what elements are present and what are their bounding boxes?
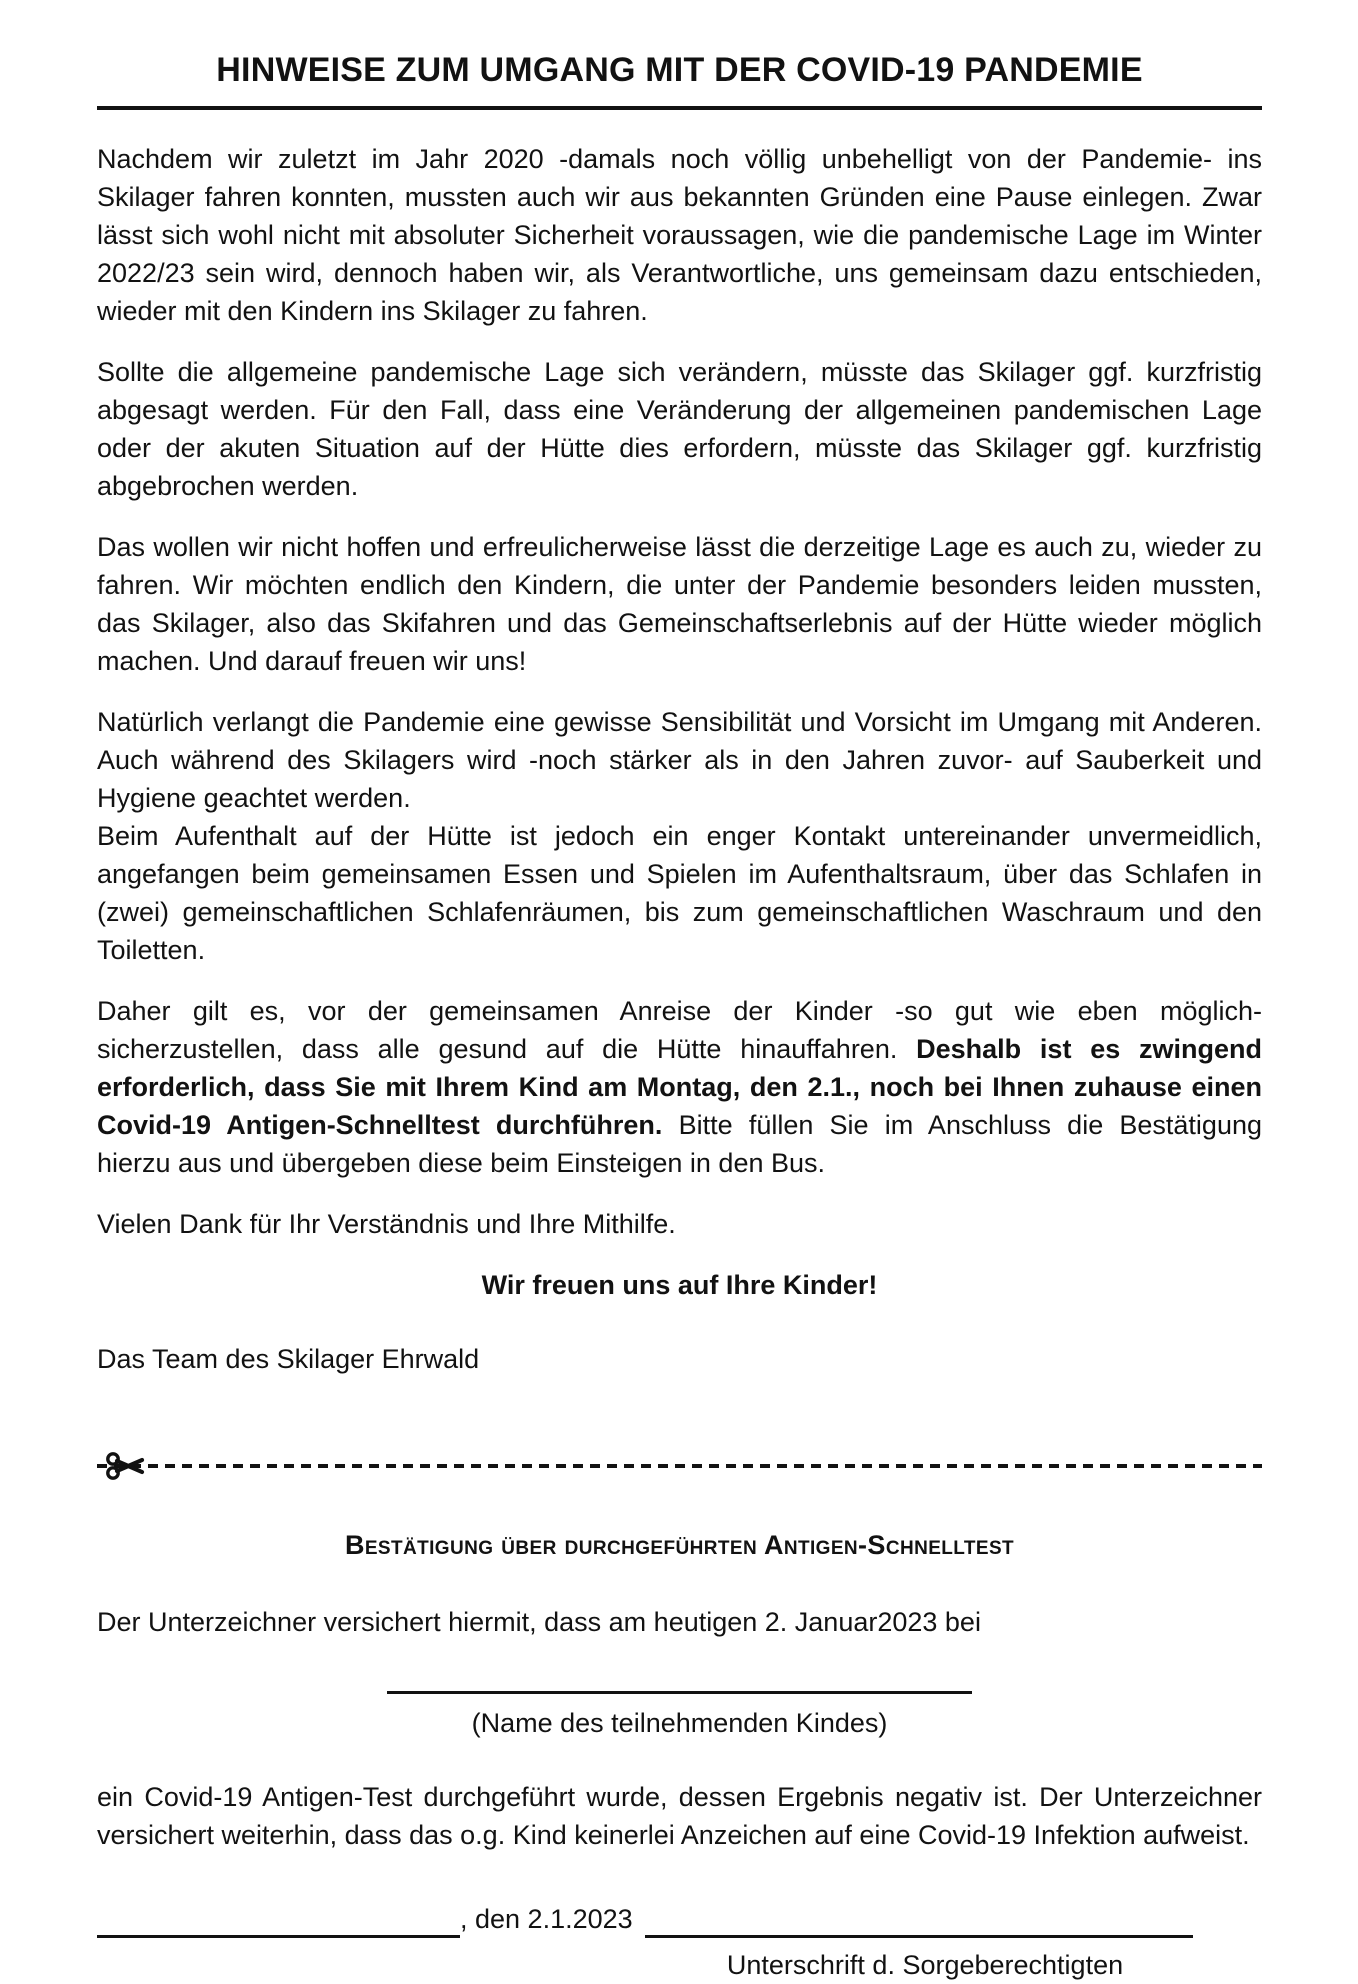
child-name-field-line [387,1691,972,1694]
notice-body [97,140,1262,1243]
test-requirement-end: Bitte füllen Sie im Anschluss die Bestätigung hierzu aus und übergeben diese beim Einsteigen in den Bus. [97,1110,1262,1178]
paragraph-cancellation: Sollte die allgemeine pandemische Lage sich verändern, müsste das Skilager ggf. kurzfristig abgesagt werden. Für den Fall, dass eine Veränderung der allgemeinen pandemischen Lage oder der akuten Situation auf der Hütte dies erfordern, müsste das Skilager ggf. kurzfristig abgebrochen werden. [97,357,1262,501]
paragraph-hygiene: Natürlich verlangt die Pandemie eine gewisse Sensibilität und Vorsicht im Umgang mit Anderen. Auch während des Skilagers wird -noch stärker als in den Jahren zuvor- auf Sauberkeit und Hygiene geachtet werden. [97,707,1262,813]
paragraph-hut-contact: Beim Aufenthalt auf der Hütte ist jedoch ein enger Kontakt untereinander unvermeidlich, angefangen beim gemeinsamen Essen und Spielen im Aufenthaltsraum, über das Schlafen in (zwei) gemeinschaftlichen Schlafenräumen, bis zum gemeinschaftlichen Waschraum und den Toiletten. [97,821,1262,965]
title-underline [97,106,1262,110]
confirmation-body: ein Covid-19 Antigen-Test durchgeführt wurde, dessen Ergebnis negativ ist. Der Unterzeichner versichert weiterhin, dass das o.g. Kind keinerlei Anzeichen auf eine Covid-19 Infektion aufweist. [97,1782,1262,1850]
date-label: , den 2.1.2023 [460,1904,633,1934]
closing-statement: Wir freuen uns auf Ihre Kinder! [481,1270,878,1300]
signature-caption: Unterschrift d. Sorgeberechtigten [726,1950,1124,1980]
confirmation-heading: Bestätigung über durchgeführten Antigen-Schnelltest [344,1530,1015,1560]
page-title: HINWEISE ZUM UMGANG MIT DER COVID-19 PANDEMIE [216,51,1143,89]
confirmation-intro: Der Unterzeichner versichert hiermit, dass am heutigen 2. Januar2023 bei [97,1607,981,1637]
scissors-icon [105,1451,149,1481]
test-requirement-bold: Deshalb ist es zwingend erforderlich, dass Sie mit Ihrem Kind am Montag, den 2.1., noch bei Ihnen zuhause einen Covid-19 Antigen-Schnelltest durchführen. [97,1034,1262,1140]
test-requirement-start: Daher gilt es, vor der gemeinsamen Anreise der Kinder -so gut wie eben möglich- sicherzustellen, dass alle gesund auf die Hütte hinauffahren. [97,996,1262,1064]
cut-here-line [97,1464,1262,1468]
paragraph-test-requirement [97,992,1262,1182]
child-name-field-caption: (Name des teilnehmenden Kindes) [471,1708,888,1738]
paragraph-intro: Nachdem wir zuletzt im Jahr 2020 -damals noch völlig unbehelligt von der Pandemie- ins Skilager fahren konnten, mussten auch wir aus bekannten Gründen eine Pause einlegen. Zwar lässt sich wohl nicht mit absoluter Sicherheit voraussagen, wie die pandemische Lage im Winter 2022/23 sein wird, dennoch haben wir, als Verantwortliche, uns gemeinsam dazu entschieden, wieder mit den Kindern ins Skilager zu fahren. [97,144,1262,326]
team-signature: Das Team des Skilager Ehrwald [97,1344,480,1374]
signature-row [97,1900,1262,1938]
paragraph-hope: Das wollen wir nicht hoffen und erfreulicherweise lässt die derzeitige Lage es auch zu, wieder zu fahren. Wir möchten endlich den Kindern, die unter der Pandemie besonders leiden mussten, das Skilager, also das Skifahren und das Gemeinschaftserlebnis auf der Hütte wieder möglich machen. Und darauf freuen wir uns! [97,532,1262,676]
paragraph-thanks: Vielen Dank für Ihr Verständnis und Ihre Mithilfe. [97,1209,676,1239]
